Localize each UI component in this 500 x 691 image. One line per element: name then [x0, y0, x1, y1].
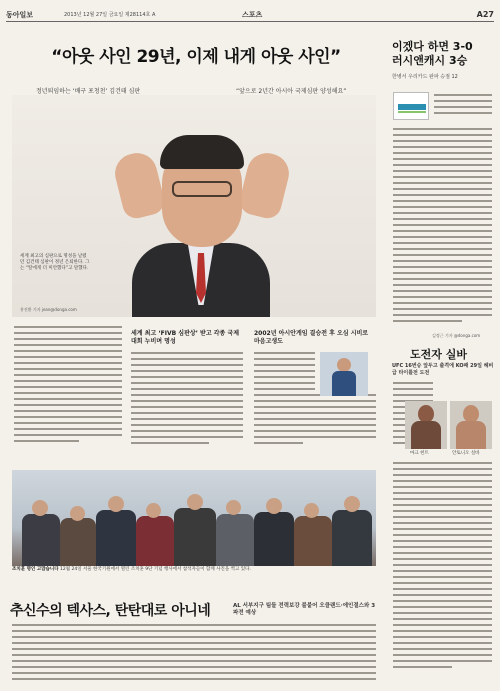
- main-photo-caption: 세계 최고의 심판으로 명성을 날렸던 김건태 심판이 정년 은퇴한다. 그는 “딸에게 더 미안했다”고 말했다.: [20, 254, 90, 271]
- fighter-name-left: 마크 헌트: [410, 451, 429, 456]
- section-title: 스포츠: [242, 11, 263, 19]
- challenge-article-text: [393, 462, 492, 672]
- team-logo: [393, 92, 429, 120]
- page-number: A27: [476, 10, 494, 19]
- crowd-caption-text: 12월 24일 서울 한국기원에서 열린 조치훈 9단 기념 행사에서 참석자들이 함께 사진을 찍고 있다.: [60, 567, 251, 572]
- issue-date: 2013년 12월 27일 금요일 제28114호 A: [64, 12, 156, 18]
- fighter-photo-left: [405, 401, 447, 449]
- right-headline-line-1: 이겠다 하면 3-0: [392, 40, 473, 53]
- column-2-heading: 세계 최고 ‘FIVB 심판상’ 받고 각종 국제대회 누비며 명성: [131, 330, 239, 345]
- bottom-subhead: AL 서부지구 팀들 전력보강 불붙어 오클랜드·에인절스와 3파전 예상: [233, 603, 376, 616]
- photo-right-hand: [237, 149, 293, 221]
- main-photo-credit: 홍진환 기자 jean@donga.com: [20, 307, 77, 312]
- main-subhead-right: “앞으로 2년간 아시아 국제심판 양성해요”: [236, 88, 347, 95]
- paper-name: 동아일보: [6, 11, 34, 19]
- right-headline-line-2: 러시앤캐시 3승: [392, 54, 468, 67]
- crowd-photo: [12, 470, 376, 566]
- masthead: [6, 10, 494, 22]
- column-3-heading: 2002년 아시안게임 결승전 후 오심 시비로 마음고생도: [254, 330, 369, 345]
- main-subhead-left: 정년퇴임하는 ‘배구 포청천’ 김건태 심판: [36, 88, 141, 95]
- inset-photo: [320, 352, 368, 396]
- article-column-2: [131, 352, 243, 448]
- fighter-name-right: 안토니오 실바: [452, 451, 480, 456]
- photo-glasses: [172, 181, 232, 197]
- photo-hair: [160, 135, 244, 169]
- challenge-subhead: UFC 16번승 앞두고 출격에 KO패 29일 헤비급 타이틀전 도전: [392, 363, 494, 376]
- bottom-article-text: [12, 624, 376, 684]
- main-photo: [12, 95, 376, 317]
- main-headline: “아웃 사인 29년, 이제 내게 아웃 사인”: [51, 47, 341, 67]
- right-byline: 한병서 우리카드 완파 승점 12: [392, 74, 458, 80]
- photo-left-hand: [111, 149, 167, 221]
- article-column-1: [14, 326, 122, 446]
- right-headline: [392, 40, 473, 68]
- crowd-caption: [12, 567, 376, 573]
- right-photo-credit: 김정근 기자 @donga.com: [432, 333, 481, 338]
- challenge-headline: 도전자 실바: [410, 348, 467, 361]
- fighter-photo-right: [450, 401, 492, 449]
- right-article-text-a: [434, 94, 492, 118]
- bottom-headline: 추신수의 텍사스, 탄탄대로 아니네: [10, 603, 211, 619]
- crowd-caption-title: 조치훈 명인 고맙습니다: [12, 567, 59, 572]
- right-article-text-b: [393, 128, 492, 326]
